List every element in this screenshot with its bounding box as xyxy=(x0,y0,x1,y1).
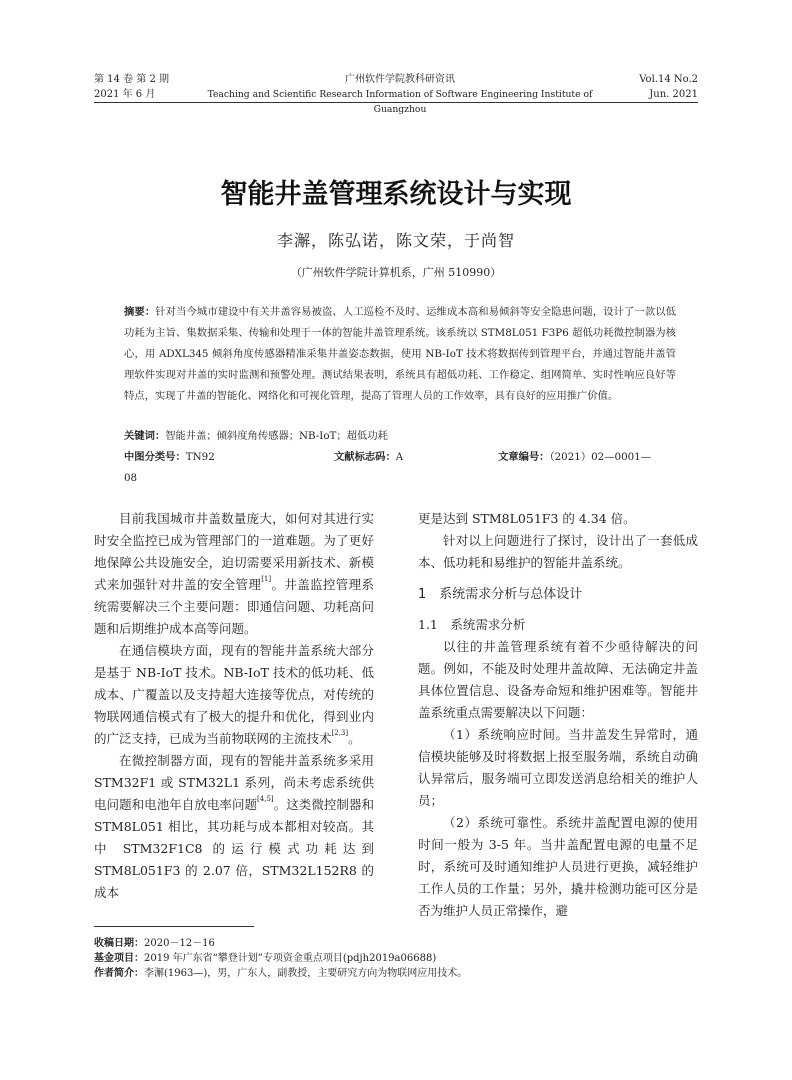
funding xyxy=(94,951,694,966)
funding-value: 2019 年广东省“攀登计划”专项资金重点项目(pdjh2019a06688) xyxy=(144,953,437,964)
clc-value: TN92 xyxy=(185,451,215,463)
intro-p3-text: 在微控制器方面，现有的智能井盖系统多采用 STM32F1 或 STM32L1 系列，尚未考虑系统供电问题和电池年自放电率问题 xyxy=(94,753,374,812)
paper-title: 智能井盖管理系统设计与实现 xyxy=(220,179,572,210)
date-cn: 2021 年 6 月 xyxy=(94,89,156,100)
footnote xyxy=(94,936,694,981)
running-header-left xyxy=(94,72,169,102)
author-bio xyxy=(94,966,694,981)
volume-issue-en: Vol.14 No.2 xyxy=(639,74,698,85)
article-no-label: 文章编号： xyxy=(498,451,550,463)
keywords-label: 关键词： xyxy=(124,430,166,442)
keywords-text: 智能井盖；倾斜度角传感器；NB-IoT；超低功耗 xyxy=(165,430,388,442)
received-label: 收稿日期： xyxy=(94,938,144,949)
citation-3: [4,5] xyxy=(257,795,274,803)
intro-p2-text: 在通信模块方面，现有的智能井盖系统大部分是基于 NB-IoT 技术。NB-IoT 技术的低功耗、低成本、广覆盖以及支持超大连接等优点，对传统的物联网通信模式有了极大的提升和优化，得到业内的广泛支持，已成为当前物联网的主流技术 xyxy=(94,643,374,746)
abstract-text: 针对当今城市建设中有关井盖容易被盗、人工巡检不及时、运维成本高和易倾斜等安全隐患问题，设计了一款以低功耗为主旨、集数据采集、传输和处理于一体的智能井盖管理系统。该系统以 STM8L051 F3P6 超低功耗微控制器为核心，用 ADXL345 倾斜角度传感器精准采集井盖姿态数据，使用 NB-IoT 技术将数据传到管理平台，并通过智能井盖管理软件实现对井盖的实时监测和预警处理。测试结果表明，系统具有超低功耗、工作稳定、组网简单、实时性响应良好等特点，实现了井盖的智能化、网络化和可视化管理，提高了管理人员的工作效率，具有良好的应用推广价值。 xyxy=(124,306,677,402)
volume-issue-cn: 第 14 卷 第 2 期 xyxy=(94,74,169,85)
intro-p1-text: 目前我国城市井盖数量庞大，如何对其进行实时安全监控已成为管理部门的一道难题。为了更好地保障公共设施安全，迫切需要采用新技术、新模式来加强针对井盖的安全管理 xyxy=(94,511,374,592)
affiliation: （广州软件学院计算机系，广州 510990） xyxy=(290,266,502,279)
funding-label: 基金项目： xyxy=(94,953,144,964)
body-left-column xyxy=(94,508,374,904)
article-no-continued: 08 xyxy=(124,472,138,484)
abstract xyxy=(124,302,676,407)
running-header-center xyxy=(200,72,600,117)
intro-p2-text-cont: 。 xyxy=(348,731,361,746)
doc-code-value: A xyxy=(395,451,404,463)
date-en: Jun. 2021 xyxy=(649,89,698,100)
journal-name-cn: 广州软件学院教科研资讯 xyxy=(345,74,455,85)
citation-2: [2,3] xyxy=(331,729,349,737)
section-heading-1: 1 系统需求分析与总体设计 xyxy=(418,587,583,602)
author-bio-label: 作者简介： xyxy=(94,968,144,979)
article-no-value: （2021）02—0001— xyxy=(549,451,652,463)
requirement-item-2: （2）系统可靠性。系统井盖配置电源的使用时间一般为 3-5 年。当井盖配置电源的电量不足时，系统可及时通知维护人员进行更换，减轻维护工作人员的工作量；另外，撬井检测功能可区分是否为维护人员正常操作，避 xyxy=(418,815,698,918)
intro-paragraph-3 xyxy=(94,750,374,904)
doc-code-label: 文献标志码： xyxy=(334,451,396,463)
abstract-label: 摘要： xyxy=(124,306,156,318)
requirements-paragraph: 以往的井盖管理系统有着不少亟待解决的问题。例如，不能及时处理井盖故障、无法确定井盖具体位置信息、设备寿命短和维护困难等。智能井盖系统重点需要解决以下问题： xyxy=(418,639,698,720)
requirement-item-1: （1）系统响应时间。当井盖发生异常时，通信模块能够及时将数据上报至服务端，系统自动确认异常后，服务端可立即发送消息给相关的维护人员； xyxy=(418,727,698,808)
intro-paragraph-1 xyxy=(94,508,374,640)
journal-name-en: Teaching and Scientific Research Information of Software Engineering Institute of Guangzhou xyxy=(207,89,593,115)
clc-label: 中图分类号： xyxy=(124,451,186,463)
body-right-column xyxy=(418,508,698,922)
intro-p3-text-cont: 。这类微控制器和 STM8L051 相比，其功耗与成本都相对较高。其中 STM32F1C8 的运行模式功耗达到 STM8L051F3 的 2.07 倍，STM32L152R8 的成本 xyxy=(94,797,374,900)
intro-paragraph-4: 针对以上问题进行了探讨，设计出了一套低成本、低功耗和易维护的智能井盖系统。 xyxy=(418,533,698,570)
intro-p1-text-cont: 。井盖监控管理系统需要解决三个主要问题：即通信问题、功耗高问题和后期维护成本高等问题。 xyxy=(94,577,374,636)
author-list: 李澥，陈弘诺，陈文荣，于尚智 xyxy=(276,231,515,250)
received-value: 2020－12－16 xyxy=(144,938,215,949)
received-date xyxy=(94,936,694,951)
footnote-divider xyxy=(94,926,254,927)
citation-1: [1] xyxy=(261,575,272,583)
intro-paragraph-2 xyxy=(94,640,374,750)
subsection-heading-1-1: 1.1 系统需求分析 xyxy=(418,617,526,632)
running-header-right xyxy=(639,72,698,102)
header-divider xyxy=(94,102,698,103)
intro-p3-continuation: 更是达到 STM8L051F3 的 4.34 倍。 xyxy=(418,511,636,526)
keywords xyxy=(124,426,676,447)
author-bio-value: 李澥(1963—)，男，广东人，副教授，主要研究方向为物联网应用技术。 xyxy=(144,968,468,979)
